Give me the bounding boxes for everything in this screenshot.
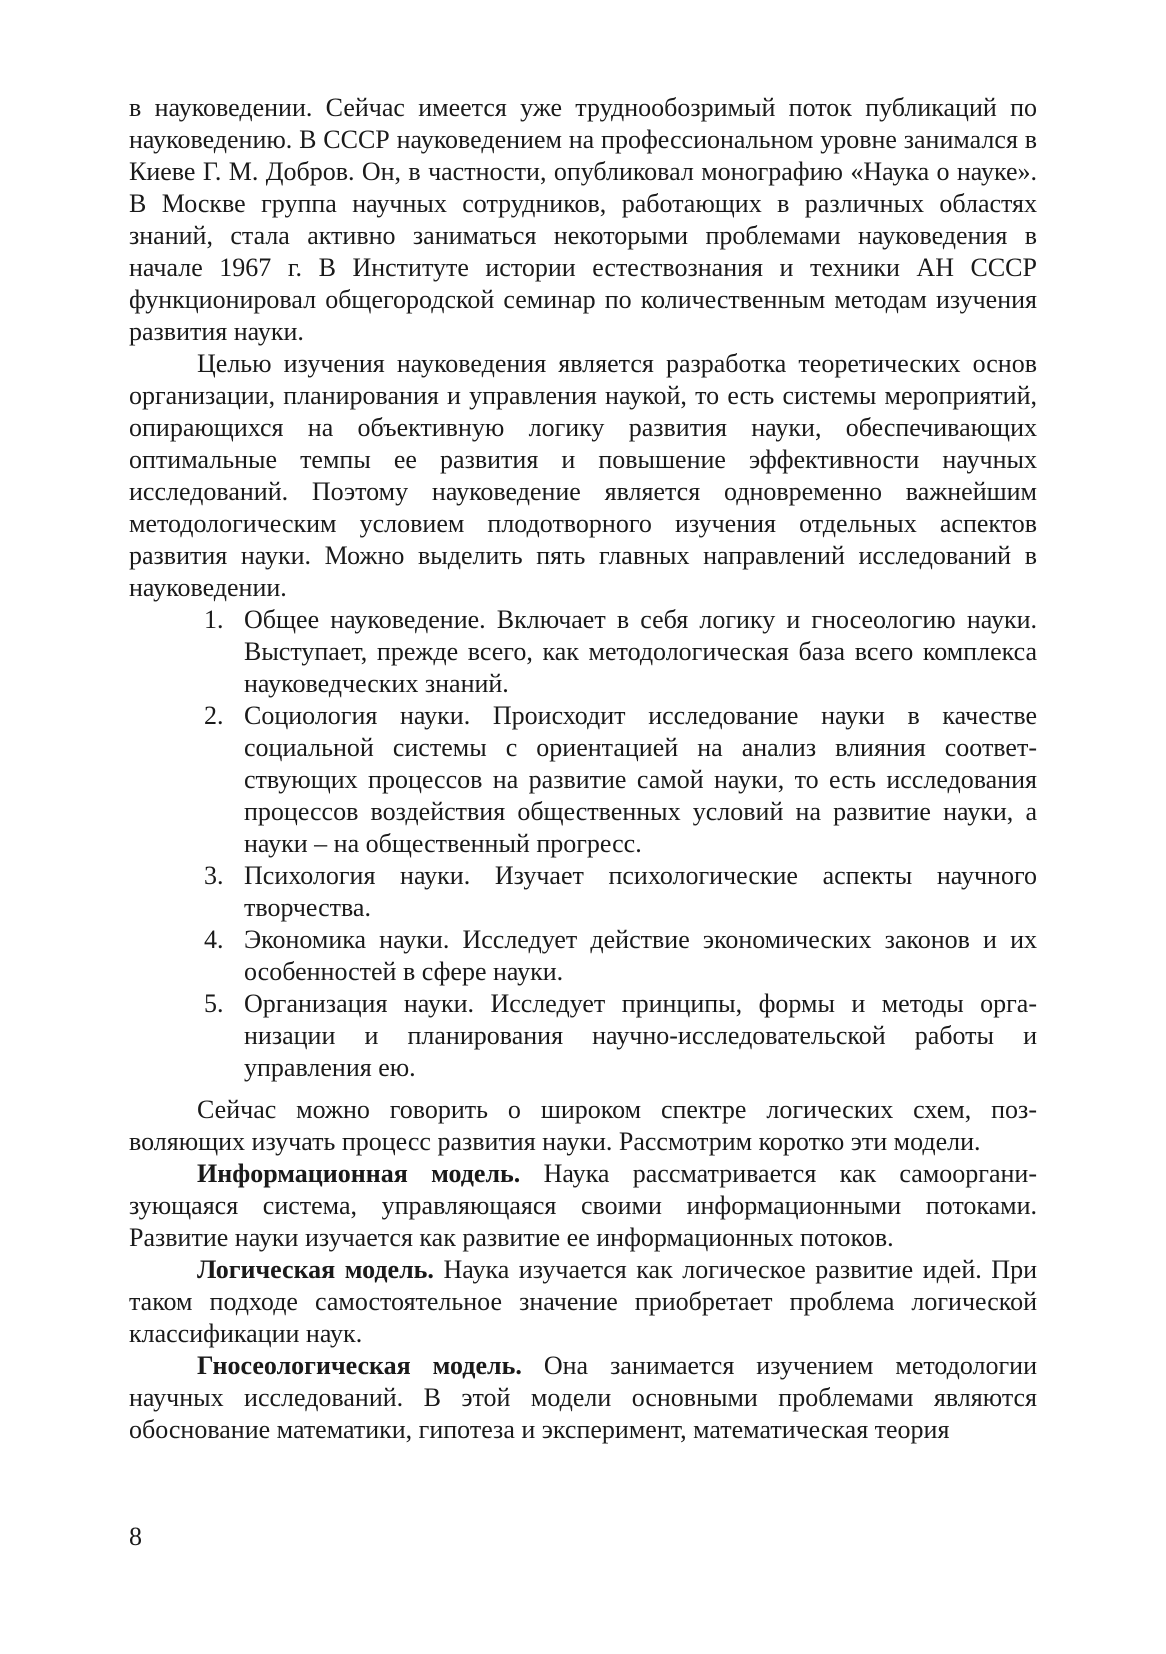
term-logical-model: Логическая модель. bbox=[197, 1255, 434, 1284]
list-item-text: Экономика науки. Исследует действие экономических законов и их особенностей в сфере науки. bbox=[244, 925, 1037, 986]
spacer bbox=[129, 1084, 1037, 1094]
list-item bbox=[204, 924, 1037, 988]
list-item-number: 1. bbox=[204, 605, 224, 634]
list-item-text: Социология науки. Происходит исследование науки в качестве социальной системы с ориентацией на анализ влияния соответствующих процессов на развитие самой науки, то есть исследования процессов воздействия общественных условий на развитие науки, а науки – на общественный прогресс. bbox=[244, 701, 1037, 858]
paragraph-gnoseological-model bbox=[129, 1350, 1037, 1446]
page-number: 8 bbox=[129, 1522, 142, 1551]
list-item-number: 4. bbox=[204, 925, 224, 954]
definition-logical-model: Наука изучается как логическое развитие идей. При таком подходе самостоятельное значение приобретает проблема логической классификации наук. bbox=[129, 1255, 1037, 1348]
list-item-text: Организация науки. Исследует принципы, формы и методы организации и планирования научно-исследовательской работы и управления ею. bbox=[244, 989, 1037, 1082]
list-item-text: Психология науки. Изучает психологические аспекты научного творчества. bbox=[244, 861, 1037, 922]
definition-information-model: Наука рассматривается как самоорганизующаяся система, управляющаяся своими информационными потоками. Развитие науки изучается как развитие ее информационных потоков. bbox=[129, 1159, 1037, 1252]
paragraph-information-model bbox=[129, 1158, 1037, 1254]
definition-gnoseological-model: Она занимается изучением методологии научных исследований. В этой модели основными проблемами являются обоснование математики, гипотеза и эксперимент, математическая теория bbox=[129, 1351, 1037, 1444]
term-information-model: Информационная модель. bbox=[197, 1159, 521, 1188]
list-item bbox=[204, 860, 1037, 924]
list-item bbox=[204, 988, 1037, 1084]
list-item-number: 5. bbox=[204, 989, 224, 1018]
list-item bbox=[204, 604, 1037, 700]
paragraph-logical-schemes: Сейчас можно говорить о широком спектре логических схем, позволяющих изучать процесс развития науки. Рассмотрим коротко эти модели. bbox=[129, 1095, 1037, 1156]
term-gnoseological-model: Гносеологическая модель. bbox=[197, 1351, 522, 1380]
list-item-number: 3. bbox=[204, 861, 224, 890]
list-item bbox=[204, 700, 1037, 860]
list-item-text: Общее науковедение. Включает в себя логику и гносеологию науки. Выступает, прежде всего, как методологическая база всего комплекса науковедческих знаний. bbox=[244, 605, 1037, 698]
paragraph-continuation: в науковедении. Сейчас имеется уже труднообозримый поток публикаций по науковедению. В СССР науковедением на профессиональном уровне занимался в Киеве Г. М. Добров. Он, в частности, опубликовал монографию «Наука о науке». В Москве группа научных сотрудников, работающих в различных областях знаний, стала активно заниматься некоторыми проблемами науковедения в начале 1967 г. В Институте истории естествознания и техники АН СССР функционировал общегородской семинар по количественным методам изучения развития науки. bbox=[129, 93, 1037, 346]
research-directions-list bbox=[129, 604, 1037, 1084]
paragraph-science-studies-goal: Целью изучения науковедения является разработка теоретических основ организации, планирования и управления наукой, то есть системы мероприятий, опирающихся на объективную логику развития науки, обеспечивающих оптимальные темпы ее развития и повышение эффективности научных исследований. Поэтому науковедение является одновременно важнейшим методологическим условием плодотворного изучения отдельных аспектов развития науки. Можно выделить пять главных направлений исследований в науковедении. bbox=[129, 349, 1037, 602]
list-item-number: 2. bbox=[204, 701, 224, 730]
paragraph-logical-model bbox=[129, 1254, 1037, 1350]
text-block bbox=[129, 92, 1037, 1446]
